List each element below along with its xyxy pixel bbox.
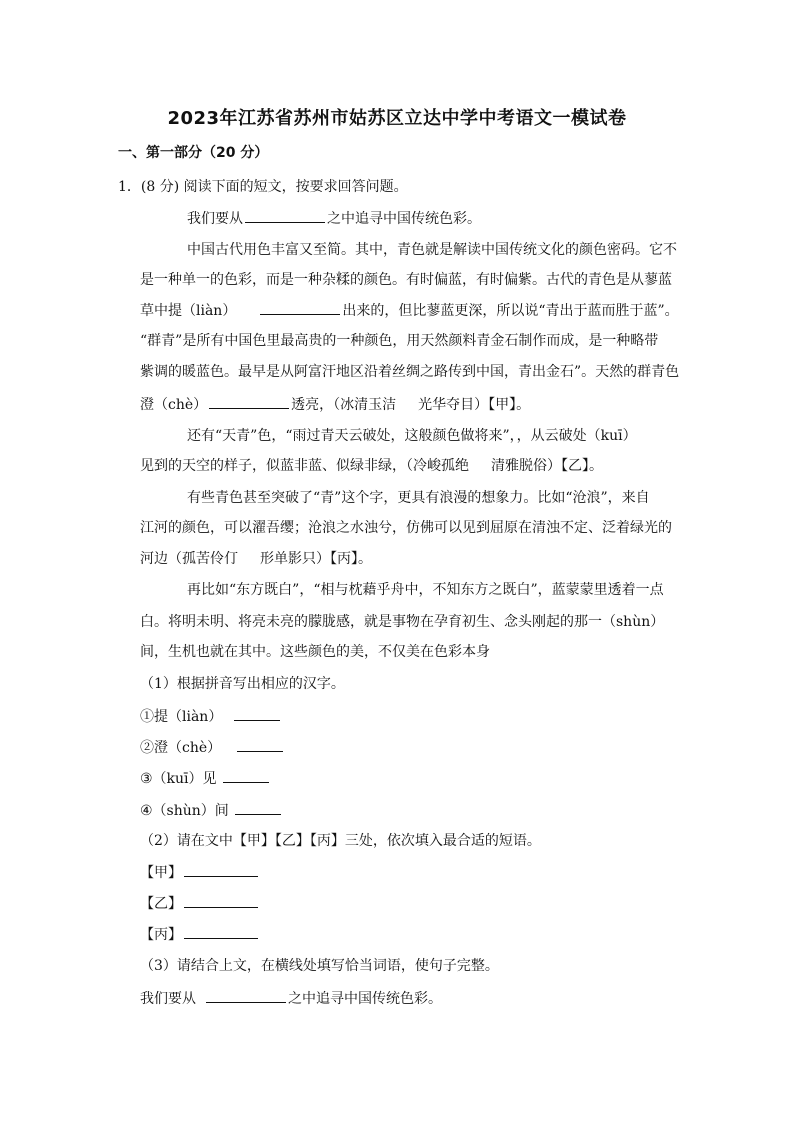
passage-line xyxy=(140,549,372,569)
text-fragment: 形单影只）【丙】。 xyxy=(260,551,372,567)
passage-line: 白。将明未明、将亮未亮的朦胧感，就是事物在孕育初生、念头刚起的那一（shùn） xyxy=(140,614,665,630)
passage-intro xyxy=(187,208,481,229)
text-fragment: 河边（孤苦伶仃 xyxy=(140,551,238,567)
fill-sentence xyxy=(140,988,442,1009)
answer-blank[interactable] xyxy=(184,893,258,908)
text-fragment: 出来的，但比蓼蓝更深，所以说“青出于蓝而胜于蓝”。 xyxy=(342,303,679,319)
answer-blank[interactable] xyxy=(234,706,280,721)
passage-line xyxy=(140,456,603,476)
item-label: 【丙】 xyxy=(140,927,182,943)
item-label: ①提（liàn） xyxy=(140,709,223,725)
sub-question-3: （3）请结合上文，在横线处填写恰当词语，使句子完整。 xyxy=(140,958,499,974)
text-fragment: 澄（chè） xyxy=(140,397,208,413)
text-fragment: 我们要从 xyxy=(140,991,196,1007)
item-label: ④（shùn）间 xyxy=(140,803,229,819)
passage-line: 是一种单一的色彩，而是一种杂糅的颜色。有时偏蓝，有时偏紫。古代的青色是从蓼蓝 xyxy=(140,272,672,288)
pinyin-item xyxy=(140,737,285,758)
sub-question-1: （1）根据拼音写出相应的汉字。 xyxy=(140,676,345,692)
section-heading: 一、第一部分（20 分） xyxy=(118,145,269,161)
text-fragment: 之中追寻中国传统色彩。 xyxy=(327,211,481,227)
phrase-item xyxy=(140,924,260,945)
answer-blank[interactable] xyxy=(223,768,269,783)
passage-line xyxy=(140,394,530,415)
passage-line: 紫调的暖蓝色。最早是从阿富汗地区沿着丝绸之路传到中国，青出金石”。天然的群青色 xyxy=(140,364,680,380)
passage-line: 有些青色甚至突破了“青”这个字，更具有浪漫的想象力。比如“沧浪”，来自 xyxy=(187,490,650,506)
answer-blank[interactable] xyxy=(235,800,281,815)
answer-blank[interactable] xyxy=(245,208,325,223)
text-fragment: 清雅脱俗）【乙】。 xyxy=(491,458,603,474)
text-fragment: 草中提（liàn） xyxy=(140,303,237,319)
question-stem: 1．(8 分) 阅读下面的短文，按要求回答问题。 xyxy=(118,179,408,195)
phrase-item xyxy=(140,862,260,883)
passage-line: 中国古代用色丰富又至简。其中，青色就是解读中国传统文化的颜色密码。它不 xyxy=(187,242,677,258)
text-fragment: 见到的天空的样子，似蓝非蓝、似绿非绿，（冷峻孤绝 xyxy=(140,458,469,474)
item-label: 【乙】 xyxy=(140,896,182,912)
answer-blank[interactable] xyxy=(206,988,286,1003)
passage-line xyxy=(140,300,679,321)
item-label: ②澄（chè） xyxy=(140,740,222,756)
passage-line: “群青”是所有中国色里最高贵的一种颜色，用天然颜料青金石制作而成，是一种略带 xyxy=(140,333,659,349)
passage-line: 还有“天青”色，“雨过青天云破处，这般颜色做将来”，，从云破处（kuī） xyxy=(187,428,637,444)
pinyin-item xyxy=(140,768,271,789)
answer-blank[interactable] xyxy=(184,924,258,939)
phrase-item xyxy=(140,893,260,914)
answer-blank[interactable] xyxy=(237,737,283,752)
pinyin-item xyxy=(140,706,282,727)
passage-line: 再比如“东方既白”，“相与枕藉乎舟中，不知东方之既白”，蓝蒙蒙里透着一点 xyxy=(187,582,664,598)
text-fragment: 我们要从 xyxy=(187,211,243,227)
text-fragment: 之中追寻中国传统色彩。 xyxy=(288,991,442,1007)
answer-blank[interactable] xyxy=(260,300,340,315)
text-fragment: 光华夺目）【甲】。 xyxy=(418,397,531,413)
passage-line: 间，生机也就在其中。这些颜色的美，不仅美在色彩本身 xyxy=(140,644,490,660)
page-title: 2023年江苏省苏州市姑苏区立达中学中考语文一模试卷 xyxy=(167,108,627,129)
item-label: ③（kuī）见 xyxy=(140,771,217,787)
passage-line: 江河的颜色，可以濯吾缨；沧浪之水浊兮，仿佛可以见到屈原在清浊不定、泛着绿光的 xyxy=(140,520,672,536)
answer-blank[interactable] xyxy=(184,862,258,877)
answer-blank[interactable] xyxy=(209,394,289,409)
item-label: 【甲】 xyxy=(140,865,182,881)
sub-question-2: （2）请在文中【甲】【乙】【丙】三处，依次填入最合适的短语。 xyxy=(140,833,541,849)
pinyin-item xyxy=(140,800,283,821)
text-fragment: 透亮，（冰清玉洁 xyxy=(291,397,397,413)
